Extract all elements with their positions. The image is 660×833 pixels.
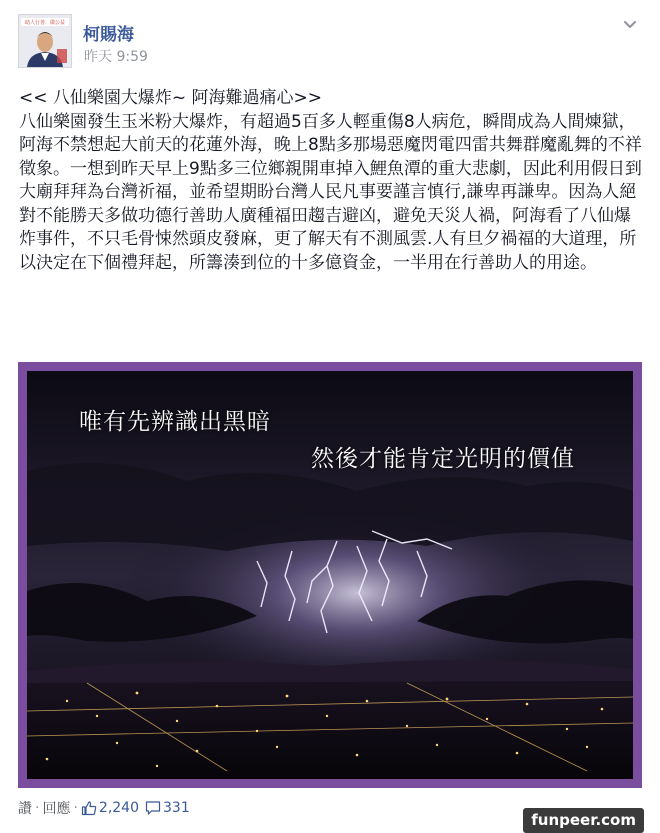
post-options-chevron-icon[interactable] (622, 16, 638, 32)
avatar[interactable] (18, 14, 72, 68)
like-link[interactable]: 讚 (18, 801, 32, 817)
author-name[interactable]: 柯賜海 (83, 25, 134, 45)
image-caption-line-1: 唯有先辨識出黑暗 (79, 409, 271, 435)
separator: · (35, 800, 40, 816)
watermark: funpeer.com (523, 808, 644, 833)
avatar-slogan: 助人行善．做公益 (24, 20, 66, 26)
comment-link[interactable]: 回應 (42, 801, 71, 817)
separator: · (73, 800, 78, 816)
post-body: 八仙樂園發生玉米粉大爆炸，有超過5百多人輕重傷8人病危，瞬間成為人間煉獄，阿海不禁想起大前天的花蓮外海，晚上8點多那場惡魔閃電四雷共舞群魔亂舞的不祥徵象。一想到昨天早上9點多三位鄉親開車掉入鯉魚潭的重大悲劇，因此利用假日到大廟拜拜為台灣祈福，並希望期盼台灣人民凡事要謹言慎行,謙卑再謙卑。因為人絕對不能勝天多做功德行善助人廣種福田趨吉避凶，避免天災人禍，阿海看了八仙爆炸事件，不只毛骨悚然頭皮發麻，更了解天有不測風雲.人有旦夕禍福的大道理，所以決定在下個禮拜起，所籌湊到位的十多億資金，一半用在行善助人的用途。 (19, 111, 642, 273)
post-actions-bar (18, 798, 196, 818)
post-photo[interactable] (18, 362, 642, 788)
comment-bubble-icon[interactable] (145, 800, 161, 816)
post-timestamp[interactable]: 昨天 9:59 (84, 49, 148, 65)
thumbs-up-icon[interactable] (81, 800, 97, 816)
post-text (19, 87, 644, 275)
likes-count[interactable]: 2,240 (98, 800, 139, 816)
avatar-photo (19, 15, 71, 67)
post-title: << 八仙樂園大爆炸~ 阿海難過痛心>> (19, 88, 323, 108)
comments-count[interactable]: 331 (163, 800, 190, 816)
image-caption-line-2: 然後才能肯定光明的價值 (311, 446, 575, 472)
